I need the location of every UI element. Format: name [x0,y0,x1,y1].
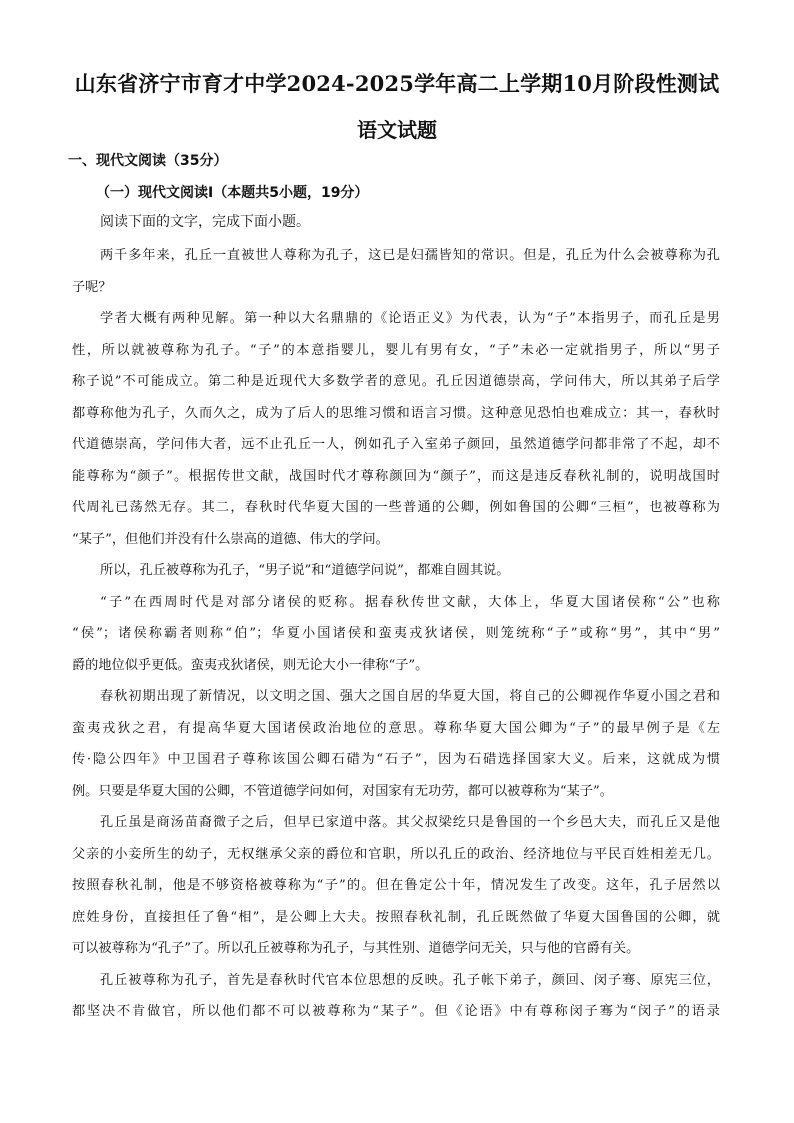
passage-line: “某子”，但他们并没有什么崇高的道德、伟大的学问。 [72,531,389,547]
passage-line: 孔丘虽是商汤苗裔微子之后，但早已家道中落。其父叔梁纥只是鲁国的一个乡邑大夫，而孔丘又是他 [100,815,720,830]
passage-line: 都坚决不肯做官，所以他们都不可以被尊称为“某子”。但《论语》中有尊称闵子骞为“闵子”的语录 [72,1004,720,1019]
instruction-text: 阅读下面的文字，完成下面小题。 [100,214,310,230]
section-heading: 一、现代文阅读（35分） [68,153,228,169]
passage-line: 代道德崇高，学问伟大者，远不止孔丘一人，例如孔子入室弟子颜回，虽然道德学问都非常了不起，却不 [72,437,720,452]
subsection-heading: （一）现代文阅读Ⅰ（本题共5小题，19分） [96,185,369,201]
passage-line: 所以，孔丘被尊称为孔子，“男子说”和“道德学问说”，都难自圆其说。 [100,563,510,578]
passage-line: 父亲的小妾所生的幼子，无权继承父亲的爵位和官职，所以孔丘的政治、经济地位与平民百姓相差无几。 [72,846,720,862]
passage-line: 学者大概有两种见解。第一种以大名鼎鼎的《论语正义》为代表，认为“子”本指男子，而孔丘是男 [100,311,720,326]
passage-line: 孔丘被尊称为孔子，首先是春秋时代官本位思想的反映。孔子帐下弟子，颜回、闵子骞、原宪三位， [100,972,720,988]
passage-line: 性，所以就被尊称为孔子。“子”的本意指婴儿，婴儿有男有女，“子”未必一定就指男子，所以“男子 [72,342,720,358]
passage-line: 庶姓身份，直接担任了鲁“相”，是公卿上大夫。按照春秋礼制，孔丘既然做了华夏大国鲁国的公卿，就 [72,909,720,925]
passage-line: 爵的地位似乎更低。蛮夷戎狄诸侯，则无论大小一律称“子”。 [72,657,429,673]
passage-line: 代周礼已荡然无存。其二，春秋时代华夏大国的一些普通的公卿，例如鲁国的公卿“三桓”，也被尊称为 [72,500,720,515]
passage-line: “侯”；诸侯称霸者则称“伯”；华夏小国诸侯和蛮夷戎狄诸侯，则笼统称“子”或称“男”，其中“男” [72,626,720,641]
passage-line: 传·隐公四年》中卫国君子尊称该国公卿石碏为“石子”，因为石碏选择国家大义。后来，这就成为惯 [72,752,720,767]
passage-line: “子”在西周时代是对部分诸侯的贬称。据春秋传世文献，大体上，华夏大国诸侯称“公”也称 [100,594,720,610]
passage-line: 称子说”不可能成立。第二种是近现代大多数学者的意见。孔丘因道德崇高，学问伟大，所以其弟子后学 [72,374,720,389]
reading-passage [72,240,720,1028]
passage-line: 蛮夷戎狄之君，有提高华夏大国诸侯政治地位的意思。尊称华夏大国公卿为“子”的最早例子是《左 [72,720,720,736]
passage-line: 两千多年来，孔丘一直被世人尊称为孔子，这已是妇孺皆知的常识。但是，孔丘为什么会被尊称为孔 [100,248,720,263]
passage-line: 按照春秋礼制，他是不够资格被尊称为“子”的。但在鲁定公十年，情况发生了改变。这年，孔子居然以 [72,878,720,893]
passage-line: 可以被尊称为“孔子”了。所以孔丘被尊称为孔子，与其性别、道德学问无关，只与他的官爵有关。 [72,941,640,956]
document-subtitle: 语文试题 [357,118,437,142]
passage-line: 能尊称为“颜子”。根据传世文献，战国时代才尊称颜回为“颜子”，而这是违反春秋礼制的，说明战国时 [72,468,720,484]
passage-line: 春秋初期出现了新情况，以文明之国、强大之国自居的华夏大国，将自己的公卿视作华夏小国之君和 [100,689,720,704]
document-title: 山东省济宁市育才中学2024-2025学年高二上学期10月阶段性测试 [74,71,720,96]
passage-line: 都尊称他为孔子，久而久之，成为了后人的思维习惯和语言习惯。这种意见恐怕也难成立：其一，春秋时 [72,405,720,421]
passage-line: 子呢？ [72,279,112,295]
passage-line: 例。只要是华夏大国的公卿，不管道德学问如何，对国家有无功劳，都可以被尊称为“某子”。 [72,783,613,799]
